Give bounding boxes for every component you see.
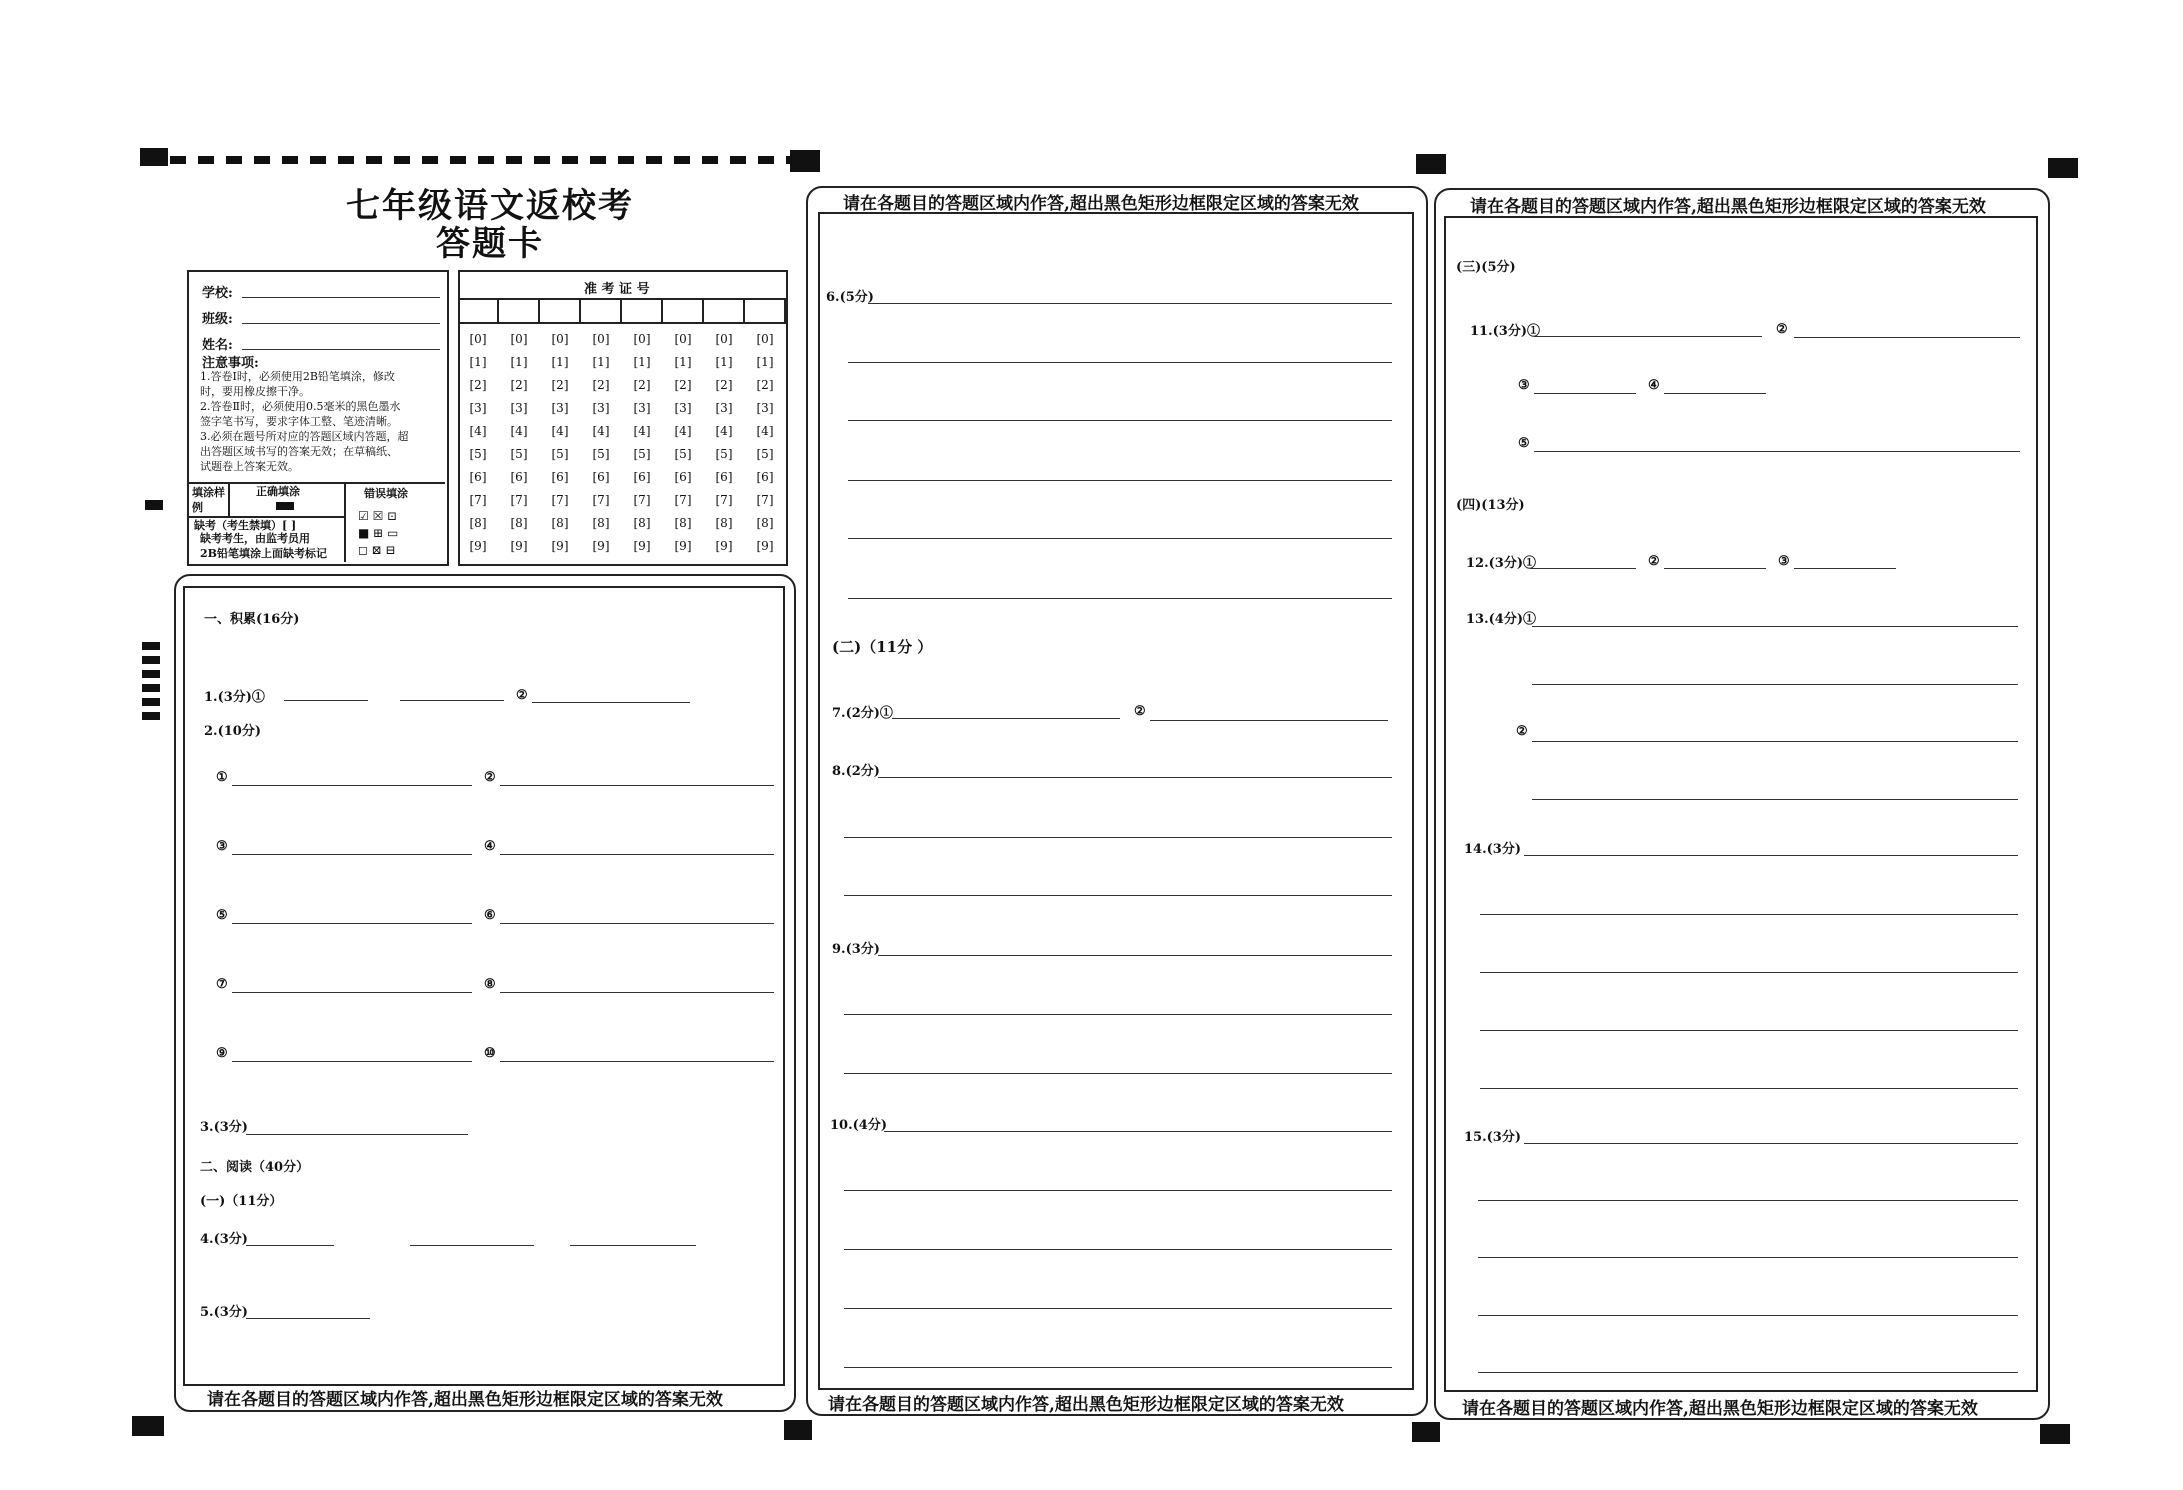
q10-line-1[interactable] — [884, 1131, 1392, 1132]
q11-c4-label: ④ — [1648, 378, 1660, 393]
exam-id-digit-bubble[interactable]: [5] — [756, 447, 774, 461]
exam-id-digit-bubble[interactable]: [0] — [674, 332, 692, 346]
subsection-2-title: (二)（11分 ） — [832, 638, 933, 656]
exam-id-digit-bubble[interactable]: [7] — [715, 493, 733, 507]
exam-id-digit-bubble[interactable]: [7] — [633, 493, 651, 507]
q4-blank-3[interactable] — [570, 1245, 696, 1246]
exam-id-digit-bubble[interactable]: [7] — [756, 493, 774, 507]
exam-id-digit-bubble[interactable]: [1] — [510, 355, 528, 369]
timing-mark — [142, 712, 160, 720]
exam-id-digit-bubble[interactable]: [3] — [633, 401, 651, 415]
q2-item-label: ⑤ — [216, 908, 228, 923]
q10-line-3[interactable] — [844, 1249, 1392, 1250]
q9-line-2[interactable] — [844, 1014, 1392, 1015]
q2-label: 2.(10分) — [204, 724, 261, 739]
exam-id-digit-bubble[interactable]: [9] — [510, 539, 528, 553]
exam-id-digit-bubble[interactable]: [4] — [551, 424, 569, 438]
q2-item-label: ③ — [216, 839, 228, 854]
exam-id-digit-bubble[interactable]: [5] — [674, 447, 692, 461]
exam-id-digit-bubble[interactable]: [0] — [756, 332, 774, 346]
exam-id-digit-bubble[interactable]: [6] — [510, 470, 528, 484]
exam-id-digit-bubble[interactable]: [1] — [674, 355, 692, 369]
q13-c2-label: ② — [1516, 724, 1528, 739]
registration-mark — [784, 1420, 812, 1440]
exam-id-digit-bubble[interactable]: [3] — [756, 401, 774, 415]
exam-id-column — [622, 328, 662, 558]
exam-id-digit-bubble[interactable]: [2] — [633, 378, 651, 392]
notes-title: 注意事项: — [202, 356, 259, 371]
q2-item-blank[interactable] — [232, 1061, 472, 1062]
q2-item-label: ⑦ — [216, 977, 228, 992]
q11-c5-label: ⑤ — [1518, 436, 1530, 451]
exam-id-digit-bubble[interactable]: [9] — [592, 539, 610, 553]
q14-line-4[interactable] — [1480, 1030, 2018, 1031]
exam-id-digit-bubble[interactable]: [2] — [510, 378, 528, 392]
exam-id-digit-bubble[interactable]: [4] — [633, 424, 651, 438]
exam-id-digit-bubble[interactable]: [0] — [715, 332, 733, 346]
exam-id-digit-bubble[interactable]: [8] — [674, 516, 692, 530]
q4-label: 4.(3分) — [200, 1232, 248, 1247]
q8-label: 8.(2分) — [832, 764, 880, 779]
exam-id-digit-bubble[interactable]: [7] — [592, 493, 610, 507]
exam-id-digit-bubble[interactable]: [5] — [510, 447, 528, 461]
q2-item-blank[interactable] — [232, 785, 472, 786]
q15-line-2[interactable] — [1478, 1200, 2018, 1201]
exam-id-digit-bubble[interactable]: [3] — [592, 401, 610, 415]
subsection-4-title: (四)(13分) — [1456, 498, 1525, 513]
exam-id-digit-bubble[interactable]: [8] — [756, 516, 774, 530]
q2-item-blank[interactable] — [500, 1061, 774, 1062]
registration-mark — [2048, 158, 2078, 178]
q13-line-1[interactable] — [1532, 626, 2018, 627]
q10-label: 10.(4分) — [830, 1118, 887, 1133]
q2-item-label: ⑧ — [484, 977, 496, 992]
answer-area-2 — [818, 212, 1414, 1390]
absent-note: 缺考考生，由监考员用 2B铅笔填涂上面缺考标记 — [200, 532, 327, 560]
notice-text-5: 请在各题目的答题区域内作答,超出黑色矩形边框限定区域的答案无效 — [1462, 1399, 1978, 1419]
exam-id-column — [581, 328, 621, 558]
q6-line-6[interactable] — [848, 598, 1392, 599]
q2-item-blank[interactable] — [232, 854, 472, 855]
q6-line-4[interactable] — [848, 480, 1392, 481]
q13-label: 13.(4分)① — [1466, 612, 1536, 627]
wrong-fill-samples: ☑ ☒ ⊡ ■ ⊞ ▭ ◻ ⊠ ⊟ — [358, 509, 399, 557]
q6-label: 6.(5分) — [826, 290, 874, 305]
q11-label: 11.(3分)① — [1470, 324, 1540, 339]
exam-id-digit-bubble[interactable]: [8] — [510, 516, 528, 530]
q2-item-label: ④ — [484, 839, 496, 854]
q4-blank-1[interactable] — [246, 1245, 334, 1246]
exam-id-digit-bubble[interactable]: [7] — [551, 493, 569, 507]
exam-id-column — [540, 328, 580, 558]
q12-blank-2[interactable] — [1664, 568, 1766, 569]
q3-label: 3.(3分) — [200, 1120, 248, 1135]
exam-id-digit-bubble[interactable]: [3] — [469, 401, 487, 415]
q7-blank-2[interactable] — [1150, 720, 1388, 721]
exam-id-digit-bubble[interactable]: [0] — [592, 332, 610, 346]
q2-item-blank[interactable] — [500, 923, 774, 924]
q7-blank-1[interactable] — [892, 718, 1120, 719]
q14-line-2[interactable] — [1480, 914, 2018, 915]
exam-id-digit-bubble[interactable]: [2] — [756, 378, 774, 392]
school-label: 学校: — [202, 286, 233, 301]
q2-item-label: ⑥ — [484, 908, 496, 923]
q14-line-3[interactable] — [1480, 972, 2018, 973]
registration-mark — [1416, 154, 1446, 174]
exam-id-digit-bubble[interactable]: [1] — [592, 355, 610, 369]
q1-label: 1.(3分)① — [204, 690, 265, 705]
correct-fill-sample — [276, 502, 294, 510]
q2-item-blank[interactable] — [500, 854, 774, 855]
correct-fill-label: 正确填涂 — [256, 485, 300, 498]
q11-blank-5[interactable] — [1534, 451, 2020, 452]
exam-id-digit-bubble[interactable]: [0] — [510, 332, 528, 346]
exam-id-digit-bubble[interactable]: [2] — [674, 378, 692, 392]
q7-label: 7.(2分)① — [832, 706, 893, 721]
exam-id-column — [663, 328, 703, 558]
exam-id-digit-bubble[interactable]: [2] — [469, 378, 487, 392]
q7-c2-label: ② — [1134, 704, 1146, 719]
exam-id-digit-bubble[interactable]: [3] — [510, 401, 528, 415]
section-1-title: 一、积累(16分) — [204, 612, 300, 627]
wrong-fill-label: 错误填涂 — [364, 487, 408, 500]
exam-id-digit-bubble[interactable]: [5] — [633, 447, 651, 461]
q4-blank-2[interactable] — [410, 1245, 534, 1246]
exam-id-digit-bubble[interactable]: [7] — [674, 493, 692, 507]
q9-line-1[interactable] — [878, 955, 1392, 956]
q12-blank-3[interactable] — [1794, 568, 1896, 569]
fill-example-divider — [187, 482, 445, 484]
q15-line-4[interactable] — [1478, 1315, 2018, 1316]
exam-id-digit-bubble[interactable]: [8] — [592, 516, 610, 530]
q10-line-4[interactable] — [844, 1308, 1392, 1309]
name-field[interactable] — [242, 349, 440, 350]
q2-item-blank[interactable] — [500, 785, 774, 786]
exam-id-digit-bubble[interactable]: [2] — [715, 378, 733, 392]
exam-id-digit-bubble[interactable]: [1] — [715, 355, 733, 369]
exam-id-digit-bubble[interactable]: [9] — [756, 539, 774, 553]
exam-id-digit-bubble[interactable]: [8] — [469, 516, 487, 530]
q12-c2-label: ② — [1648, 554, 1660, 569]
q6-line-2[interactable] — [848, 362, 1392, 363]
exam-id-digit-bubble[interactable]: [0] — [469, 332, 487, 346]
timing-mark — [142, 670, 160, 678]
exam-id-digit-bubble[interactable]: [9] — [633, 539, 651, 553]
q11-blank-4[interactable] — [1664, 393, 1766, 394]
exam-id-digit-bubble[interactable]: [6] — [756, 470, 774, 484]
exam-id-digit-bubble[interactable]: [8] — [633, 516, 651, 530]
timing-mark — [142, 698, 160, 706]
exam-id-column — [745, 328, 785, 558]
q8-line-3[interactable] — [844, 895, 1392, 896]
q6-line-3[interactable] — [848, 420, 1392, 421]
registration-mark — [145, 500, 163, 510]
registration-mark — [1412, 1422, 1440, 1442]
q11-blank-3[interactable] — [1534, 393, 1636, 394]
exam-id-digit-bubble[interactable]: [4] — [469, 424, 487, 438]
q2-item-label: ⑩ — [484, 1046, 496, 1061]
q2-item-label: ① — [216, 770, 228, 785]
exam-id-digit-bubble[interactable]: [5] — [551, 447, 569, 461]
q11-c3-label: ③ — [1518, 378, 1530, 393]
q9-label: 9.(3分) — [832, 942, 880, 957]
q12-c3-label: ③ — [1778, 554, 1790, 569]
q1-blank-2[interactable] — [400, 700, 504, 701]
q13-line-4[interactable] — [1532, 799, 2018, 800]
q12-label: 12.(3分)① — [1466, 556, 1536, 571]
class-label: 班级: — [202, 312, 233, 327]
registration-mark — [140, 148, 168, 166]
exam-id-cell-dividers — [458, 298, 786, 322]
notice-text-2: 请在各题目的答题区域内作答,超出黑色矩形边框限定区域的答案无效 — [843, 194, 1359, 214]
q8-line-2[interactable] — [844, 837, 1392, 838]
page-subtitle: 答题卡 — [436, 224, 544, 264]
q6-line-5[interactable] — [848, 538, 1392, 539]
class-field[interactable] — [242, 323, 440, 324]
q14-line-1[interactable] — [1524, 855, 2018, 856]
exam-id-digit-bubble[interactable]: [1] — [469, 355, 487, 369]
q2-item-label: ⑨ — [216, 1046, 228, 1061]
q1-blank-3[interactable] — [532, 702, 690, 703]
exam-id-digit-bubble[interactable]: [1] — [551, 355, 569, 369]
registration-mark — [790, 150, 820, 172]
timing-mark — [142, 684, 160, 692]
q3-blank[interactable] — [246, 1134, 468, 1135]
exam-id-digit-bubble[interactable]: [3] — [551, 401, 569, 415]
q5-blank[interactable] — [246, 1318, 370, 1319]
exam-id-digit-bubble[interactable]: [5] — [715, 447, 733, 461]
page-title: 七年级语文返校考 — [346, 186, 634, 226]
exam-id-digit-bubble[interactable]: [3] — [715, 401, 733, 415]
exam-id-digit-bubble[interactable]: [2] — [592, 378, 610, 392]
exam-id-digit-bubble[interactable]: [4] — [674, 424, 692, 438]
school-field[interactable] — [242, 297, 440, 298]
q1-c2-label: ② — [516, 688, 528, 703]
exam-id-digit-bubble[interactable]: [9] — [551, 539, 569, 553]
exam-id-digit-bubble[interactable]: [6] — [715, 470, 733, 484]
q11-c2-label: ② — [1776, 322, 1788, 337]
absent-label: 缺考（考生禁填）[ ] — [194, 519, 297, 532]
timing-mark — [142, 656, 160, 664]
q15-line-3[interactable] — [1478, 1257, 2018, 1258]
exam-id-digit-bubble[interactable]: [2] — [551, 378, 569, 392]
q13-line-2[interactable] — [1532, 684, 2018, 685]
exam-id-digit-bubble[interactable]: [5] — [592, 447, 610, 461]
q2-item-label: ② — [484, 770, 496, 785]
exam-id-digit-bubble[interactable]: [1] — [633, 355, 651, 369]
q10-line-2[interactable] — [844, 1190, 1392, 1191]
q14-label: 14.(3分) — [1464, 842, 1521, 857]
fill-example-divider-v — [228, 482, 230, 516]
q12-blank-1[interactable] — [1530, 568, 1636, 569]
exam-id-digit-bubble[interactable]: [0] — [551, 332, 569, 346]
exam-id-digit-bubble[interactable]: [9] — [715, 539, 733, 553]
q10-line-5[interactable] — [844, 1367, 1392, 1368]
exam-id-digit-bubble[interactable]: [5] — [469, 447, 487, 461]
exam-id-digit-bubble[interactable]: [8] — [551, 516, 569, 530]
exam-id-digit-bubble[interactable]: [0] — [633, 332, 651, 346]
notice-text-1: 请在各题目的答题区域内作答,超出黑色矩形边框限定区域的答案无效 — [207, 1390, 723, 1410]
registration-mark — [132, 1416, 164, 1436]
exam-id-column — [499, 328, 539, 558]
notes-text: 1.答卷Ⅰ时，必须使用2B铅笔填涂，修改 时，要用橡皮擦干净。 2.答卷Ⅱ时，必须使用0.5毫米的黑色墨水 签字笔书写，要求字体工整、笔迹清晰。 3.必须在题号所对应的答题区域内答题，超 出答题区域书写的答案无效；在草稿纸、 试题卷上答案无效。 — [200, 370, 409, 473]
timing-mark — [142, 642, 160, 650]
exam-id-digit-bubble[interactable]: [8] — [715, 516, 733, 530]
q11-blank-2[interactable] — [1794, 337, 2020, 338]
q2-item-blank[interactable] — [232, 923, 472, 924]
exam-id-title: 准 考 证 号 — [584, 282, 650, 297]
exam-id-column — [704, 328, 744, 558]
exam-id-digit-bubble[interactable]: [6] — [551, 470, 569, 484]
exam-id-cells-line — [458, 322, 786, 324]
q2-item-blank[interactable] — [232, 992, 472, 993]
section-2-title: 二、阅读（40分） — [200, 1160, 310, 1175]
notice-text-4: 请在各题目的答题区域内作答,超出黑色矩形边框限定区域的答案无效 — [1470, 197, 1986, 217]
q15-label: 15.(3分) — [1464, 1130, 1521, 1145]
exam-id-digit-bubble[interactable]: [6] — [592, 470, 610, 484]
exam-id-digit-bubble[interactable]: [9] — [469, 539, 487, 553]
subsection-1-title: (一)（11分） — [200, 1194, 283, 1209]
exam-id-digit-bubble[interactable]: [4] — [756, 424, 774, 438]
name-label: 姓名: — [202, 338, 233, 353]
subsection-3-title: (三)(5分) — [1456, 260, 1516, 275]
q13-line-3[interactable] — [1532, 741, 2018, 742]
registration-mark — [2040, 1424, 2070, 1444]
exam-id-digit-bubble[interactable]: [9] — [674, 539, 692, 553]
q6-line-1[interactable] — [868, 303, 1392, 304]
exam-id-digit-bubble[interactable]: [4] — [715, 424, 733, 438]
exam-id-digit-bubble[interactable]: [6] — [633, 470, 651, 484]
q14-line-5[interactable] — [1480, 1088, 2018, 1089]
q5-label: 5.(3分) — [200, 1305, 248, 1320]
fill-example-divider-v2 — [344, 482, 346, 562]
q1-blank-1[interactable] — [284, 700, 368, 701]
q2-item-blank[interactable] — [500, 992, 774, 993]
q15-line-1[interactable] — [1524, 1143, 2018, 1144]
exam-id-digit-bubble[interactable]: [6] — [674, 470, 692, 484]
q11-blank-1[interactable] — [1534, 336, 1762, 337]
exam-id-digit-bubble[interactable]: [4] — [592, 424, 610, 438]
q8-line-1[interactable] — [878, 777, 1392, 778]
dashed-cut-line — [170, 156, 790, 164]
exam-id-digit-bubble[interactable]: [3] — [674, 401, 692, 415]
notice-text-3: 请在各题目的答题区域内作答,超出黑色矩形边框限定区域的答案无效 — [828, 1395, 1344, 1415]
exam-id-column — [458, 328, 498, 558]
q15-line-5[interactable] — [1478, 1372, 2018, 1373]
exam-id-digit-bubble[interactable]: [7] — [510, 493, 528, 507]
q9-line-3[interactable] — [844, 1073, 1392, 1074]
fill-example-label: 填涂样例 — [192, 486, 225, 514]
exam-id-digit-bubble[interactable]: [7] — [469, 493, 487, 507]
exam-id-digit-bubble[interactable]: [4] — [510, 424, 528, 438]
exam-id-digit-bubble[interactable]: [6] — [469, 470, 487, 484]
exam-id-digit-bubble[interactable]: [1] — [756, 355, 774, 369]
